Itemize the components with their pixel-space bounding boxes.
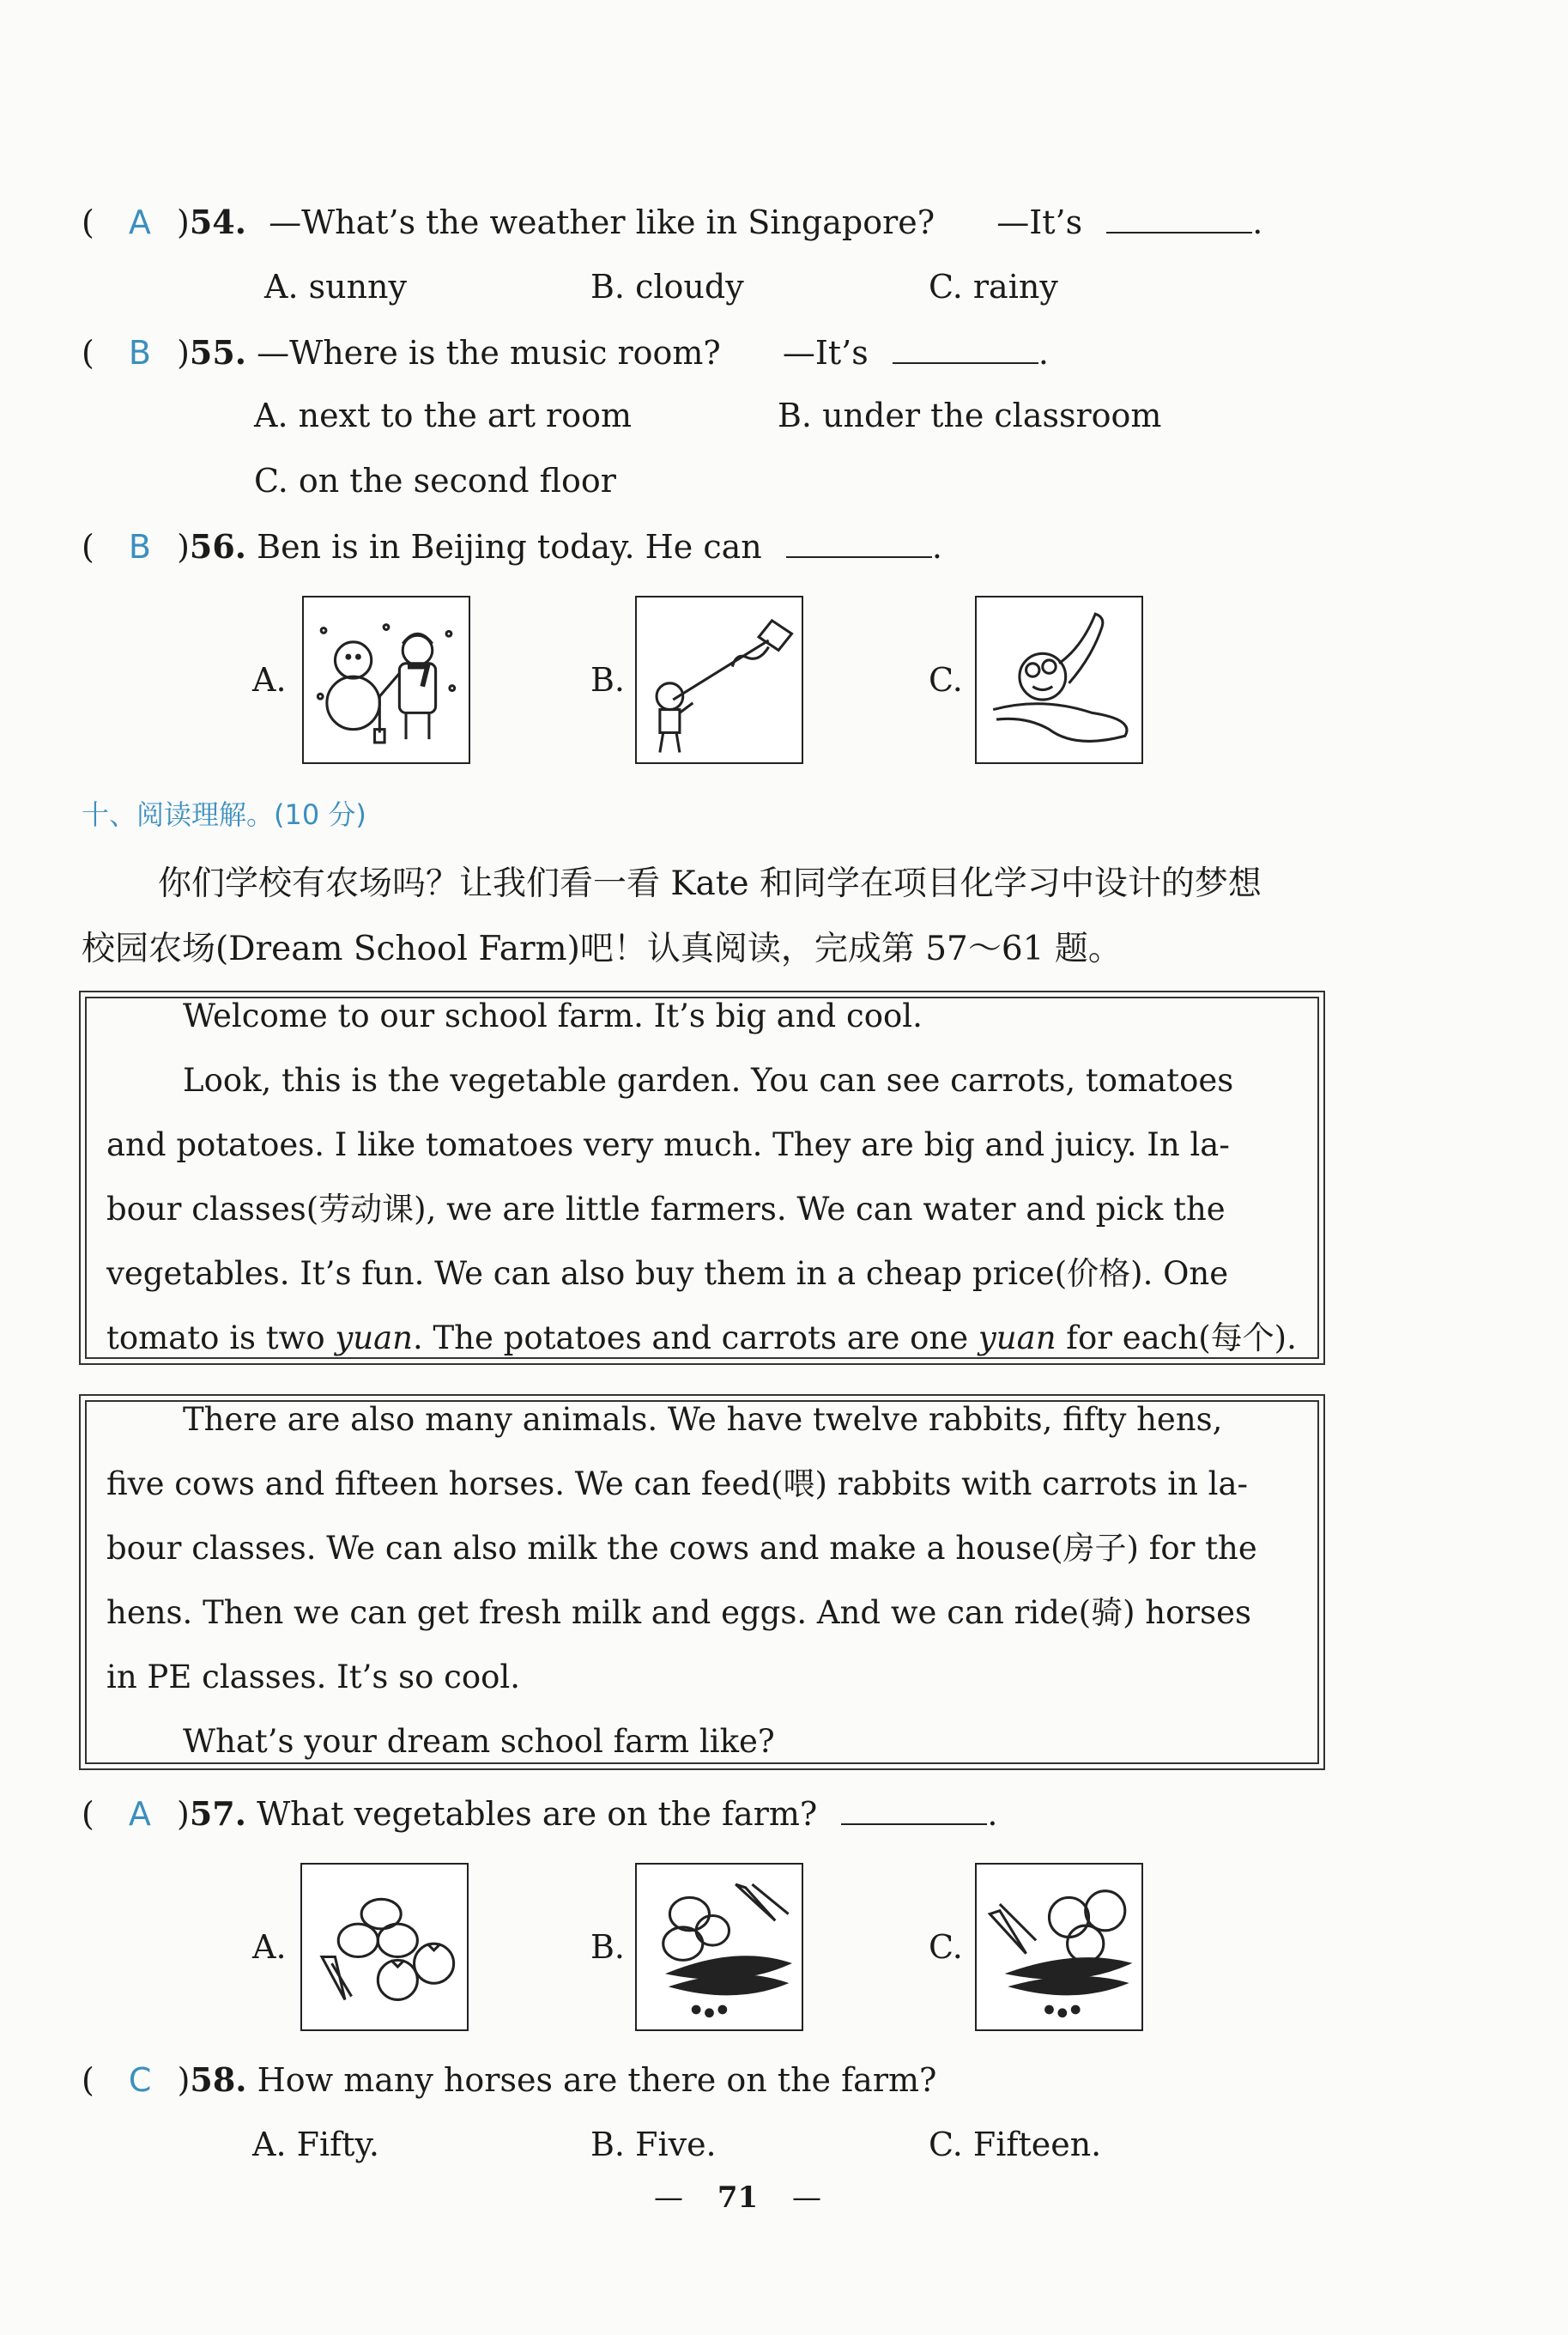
- paren-open: (: [82, 203, 94, 241]
- carrots-tomatoes-peas-icon: [975, 1863, 1143, 2031]
- text: tomato is two: [106, 1319, 336, 1356]
- passage-2-line-1: There are also many animals. We have twelve rabbits, fifty hens,: [183, 1401, 1223, 1438]
- paren-close: ): [177, 334, 190, 372]
- question-number: 58.: [190, 2060, 247, 2099]
- answer-56: B: [128, 528, 151, 566]
- answer-blank: [1106, 203, 1252, 234]
- passage-1-line-2: Look, this is the vegetable garden. You can see carrots, tomatoes: [183, 1062, 1234, 1099]
- question-text: —What’s the weather like in Singapore?: [269, 203, 935, 241]
- kite-flying-child-icon: [635, 596, 803, 764]
- passage-1-line-6: [106, 1306, 1297, 1370]
- question-57: [82, 1794, 997, 1834]
- passage-1-line-1: Welcome to our school farm. It’s big and cool.: [183, 998, 923, 1034]
- question-text: —Where is the music room?: [257, 334, 721, 372]
- option-56-c-label: C.: [929, 661, 963, 699]
- option-58-a: A. Fifty.: [252, 2126, 379, 2163]
- passage-2-line-3: bour classes. We can also milk the cows and make a house(房子) for the: [106, 1530, 1257, 1567]
- passage-2-line-2: five cows and fifteen horses. We can feed(喂) rabbits with carrots in la-: [106, 1465, 1249, 1502]
- option-57-b-label: B.: [590, 1928, 626, 1966]
- snowman-child-icon: [302, 596, 470, 764]
- paren-open: (: [82, 2061, 94, 2099]
- option-54-b: B. cloudy: [590, 268, 744, 306]
- italic-yuan: yuan: [335, 1319, 413, 1356]
- potatoes-carrots-peas-icon: [635, 1863, 803, 2031]
- dash-right: —: [792, 2180, 822, 2215]
- question-number: 55.: [189, 333, 247, 372]
- option-58-c: C. Fifteen.: [929, 2126, 1102, 2163]
- question-56: [82, 527, 942, 567]
- passage-1-line-4: bour classes(劳动课), we are little farmers. We can water and pick the: [106, 1191, 1226, 1228]
- answer-57: A: [128, 1795, 151, 1833]
- italic-yuan: yuan: [978, 1319, 1056, 1356]
- page-number: [654, 2180, 821, 2215]
- text: . The potatoes and carrots are one: [412, 1319, 978, 1356]
- paren-open: (: [82, 1795, 94, 1833]
- intro-line-1: 你们学校有农场吗？让我们看一看 Kate 和同学在项目化学习中设计的梦想: [158, 864, 1262, 903]
- period: .: [1038, 334, 1049, 372]
- option-55-b: B. under the classroom: [778, 397, 1162, 434]
- answer-blank: [893, 333, 1038, 364]
- answer-55: B: [128, 334, 151, 372]
- passage-1-line-5: vegetables. It’s fun. We can also buy them in a cheap price(价格). One: [106, 1255, 1229, 1292]
- question-number: 54.: [189, 203, 246, 241]
- period: .: [1252, 203, 1263, 241]
- option-56-a-label: A.: [252, 661, 287, 699]
- answer-54: A: [128, 203, 151, 241]
- option-55-a: A. next to the art room: [254, 397, 633, 434]
- reply-text: —It’s: [782, 334, 869, 372]
- paren-close: ): [177, 1795, 190, 1833]
- option-54-c: C. rainy: [929, 268, 1058, 306]
- answer-58: C: [128, 2061, 152, 2099]
- period: .: [987, 1795, 998, 1833]
- option-58-b: B. Five.: [590, 2126, 717, 2163]
- paren-close: ): [177, 528, 190, 566]
- intro-line-2: 校园农场(Dream School Farm)吧！认真阅读，完成第 57～61 题。: [82, 930, 1122, 968]
- paren-close: ): [177, 2061, 191, 2099]
- section-title: 十、阅读理解。(10 分): [82, 798, 366, 831]
- question-58: [82, 2060, 936, 2100]
- period: .: [931, 528, 942, 566]
- passage-1-line-3: and potatoes. I like tomatoes very much. They are big and juicy. In la-: [106, 1126, 1230, 1163]
- paren-open: (: [82, 334, 94, 372]
- question-text: What vegetables are on the farm?: [257, 1795, 818, 1833]
- option-55-c: C. on the second floor: [254, 462, 616, 500]
- swimming-child-icon: [975, 596, 1143, 764]
- passage-2-line-6: What’s your dream school farm like?: [183, 1723, 775, 1760]
- question-number: 56.: [189, 527, 247, 566]
- potatoes-carrots-tomatoes-icon: [300, 1863, 469, 2031]
- passage-2-line-4: hens. Then we can get fresh milk and eggs. And we can ride(骑) horses: [106, 1594, 1251, 1631]
- question-number: 57.: [189, 1794, 246, 1833]
- question-text: How many horses are there on the farm?: [257, 2061, 937, 2099]
- dash-left: —: [654, 2180, 683, 2215]
- option-57-a-label: A.: [252, 1928, 287, 1966]
- option-54-a: A. sunny: [264, 268, 407, 306]
- question-54: [82, 203, 1262, 242]
- option-56-b-label: B.: [590, 661, 626, 699]
- text: for each(每个).: [1056, 1319, 1297, 1356]
- answer-blank: [786, 527, 932, 558]
- paren-close: ): [177, 203, 190, 241]
- answer-blank: [841, 1794, 987, 1825]
- page-number-value: 71: [717, 2180, 759, 2215]
- passage-2-line-5: in PE classes. It’s so cool.: [106, 1659, 520, 1695]
- option-57-c-label: C.: [929, 1928, 963, 1966]
- question-55: [82, 333, 1049, 373]
- paren-open: (: [82, 528, 94, 566]
- reply-text: —It’s: [996, 203, 1083, 241]
- question-text: Ben is in Beijing today. He can: [257, 528, 762, 566]
